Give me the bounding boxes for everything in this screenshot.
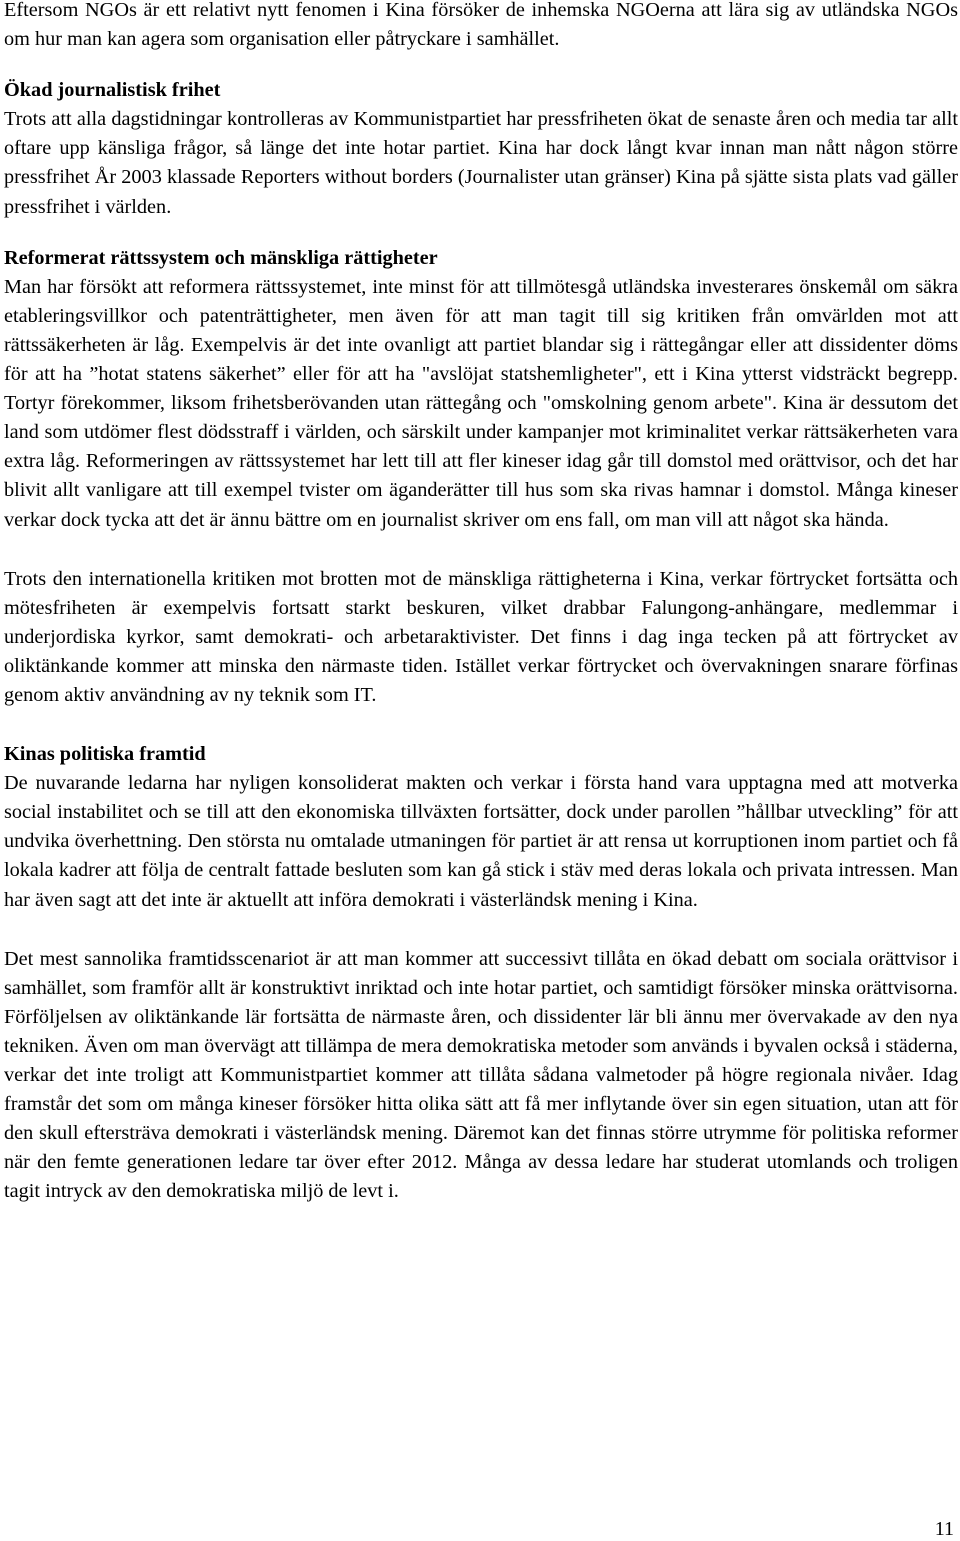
- section-heading-press-freedom: Ökad journalistisk frihet: [4, 79, 221, 102]
- intro-paragraph: Eftersom NGOs är ett relativt nytt fenomen i Kina försöker de inhemska NGOerna att lära sig av utländska NGOs om hur man kan agera som organisation eller påtryckare i samhället.: [4, 0, 958, 51]
- document-page: [4, 0, 958, 1206]
- body-paragraph: Trots att alla dagstidningar kontrolleras av Kommunistpartiet har pressfriheten ökat de senaste åren och media tar allt oftare upp känsliga frågor, så länge det inte hotar partiet. Kina har dock långt kvar innan man nått någon större pressfrihet År 2003 klassade Reporters without borders (Journalister utan gränser) Kina på sjätte sista plats vad gäller pressfrihet i världen.: [4, 108, 958, 218]
- spacer: [4, 915, 958, 945]
- spacer: [4, 54, 958, 76]
- section-heading-legal-system: Reformerat rättssystem och mänskliga rättigheter: [4, 246, 438, 269]
- body-paragraph: Trots den internationella kritiken mot brotten mot de mänskliga rättigheterna i Kina, verkar förtrycket fortsätta och mötesfriheten är exempelvis fortsatt starkt beskuren, vilket drabbar Falungong-anhängare, medlemmar i underjordiska kyrkor, samt demokrati- och arbetaraktivister. Det finns i dag inga tecken på att förtrycket av oliktänkande kommer att minska den närmaste tiden. Istället verkar förtrycket och övervakningen snarare förfinas genom aktiv användning av ny teknik som IT.: [4, 567, 958, 706]
- body-paragraph: Det mest sannolika framtidsscenariot är att man kommer att successivt tillåta en ökad debatt om sociala orättvisor i samhället, som framför allt är konstruktivt inriktad och inte hotar partiet, och samtidigt försöker minska orättvisorna. Förföljelsen av oliktänkande lär fortsätta de närmaste åren, och dissidenter lär bli ännu mer övervakade av den nya tekniken. Även om man övervägt att tillämpa de mera demokratiska metoder som används i byvalen också i städerna, verkar det inte troligt att Kommunistpartiet kommer att tillåta sådana valmetoder på högre regionala nivåer. Idag framstår det som om många kineser försöker hitta olika sätt att få mer inflytande över sin egen situation, utan att för den skull eftersträva demokrati i västerländsk mening. Däremot kan det finnas större utrymme för politiska reformer när den femte generationen ledare tar över efter 2012. Många av dessa ledare har studerat utomlands och troligen tagit intryck av den demokratiska miljö de levt i.: [4, 947, 958, 1203]
- spacer: [4, 710, 958, 740]
- spacer: [4, 535, 958, 565]
- section-heading-political-future: Kinas politiska framtid: [4, 743, 206, 766]
- body-paragraph: Man har försökt att reformera rättssystemet, inte minst för att tillmötesgå utländska investerares önskemål om säkra etableringsvillkor och patenträttigheter, men även för att man tagit till sig kritiken från omvärlden mot att rättssäkerheten är låg. Exempelvis är det inte ovanligt att partiet blandar sig i rättegångar eller att dissidenter döms för att ha ”hotat statens säkerhet” eller för att ha "avslöjat statshemligheter", ett i Kina ytterst vidsträckt begrepp. Tortyr förekommer, liksom frihetsberövanden utan rättegång och "omskolning genom arbete". Kina är dessutom det land som utdömer flest dödsstraff i världen, och särskilt under kampanjer mot kriminalitet verkar rättsäkerheten vara extra låg. Reformeringen av rättssystemet har lett till att fler kineser idag går till domstol med orättvisor, och det har blivit allt vanligare att till exempel tvister om äganderätter till hus som ska rivas hamnar i domstol. Många kineser verkar dock tycka att det är ännu bättre om en journalist skriver om ens fall, om man vill att något ska hända.: [4, 275, 958, 531]
- page-number: 11: [934, 1518, 954, 1540]
- body-paragraph: De nuvarande ledarna har nyligen konsoliderat makten och verkar i första hand vara upptagna med att motverka social instabilitet och se till att den ekonomiska tillväxten fortsätter, dock under parollen ”hållbar utveckling” för att undvika överhettning. Den största nu omtalade utmaningen för partiet är att rensa ut korruptionen inom partiet och få lokala kadrer att följa de centralt fattade besluten som kan gå stick i stäv med deras lokala och privata intressen. Man har även sagt att det inte är aktuellt att införa demokrati i västerländsk mening i Kina.: [4, 772, 958, 911]
- spacer: [4, 222, 958, 244]
